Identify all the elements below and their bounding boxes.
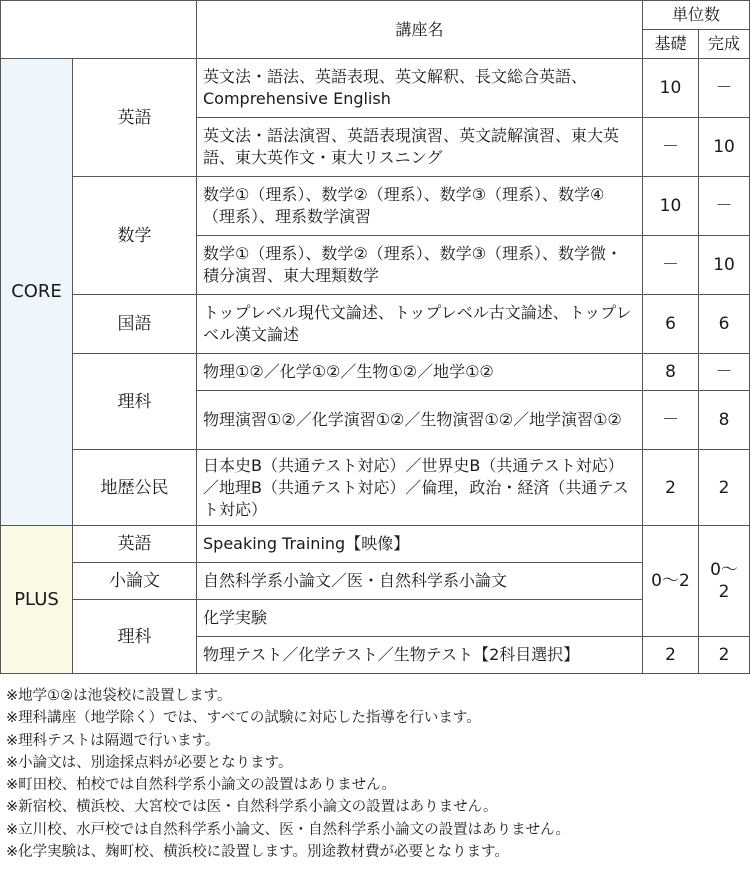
basic-units-cell: 10	[643, 59, 699, 118]
subject-label: 理科	[73, 354, 197, 450]
header-completion: 完成	[699, 30, 750, 59]
subject-label: 数学	[73, 177, 197, 295]
table-row	[1, 295, 750, 354]
note-text: ※理科講座（地学除く）では、すべての試験に対応した指導を行います。	[6, 710, 481, 727]
course-cell: 英文法・語法、英語表現、英文解釈、長文総合英語、Comprehensive English	[197, 59, 643, 118]
note-text: ※新宿校、横浜校、大宮校では医・自然科学系小論文の設置はありません。	[6, 799, 498, 816]
basic-units-cell: 2	[643, 450, 699, 526]
course-cell: 物理①②／化学①②／生物①②／地学①②	[197, 354, 643, 391]
header-row	[1, 1, 750, 30]
table-row	[1, 59, 750, 118]
completion-units-cell: 0〜2	[699, 526, 750, 637]
plus-category-label: PLUS	[1, 526, 73, 674]
core-category-label: CORE	[1, 59, 73, 526]
table-row	[1, 450, 750, 526]
course-cell: 英文法・語法演習、英語表現演習、英文読解演習、東大英語、東大英作文・東大リスニング	[197, 118, 643, 177]
subject-label: 地歴公民	[73, 450, 197, 526]
subject-label: 小論文	[73, 563, 197, 600]
basic-units-cell: 10	[643, 177, 699, 236]
notes-list	[6, 685, 746, 863]
header-units: 単位数	[643, 1, 750, 30]
completion-units-cell: －	[699, 354, 750, 391]
basic-units-cell: －	[643, 118, 699, 177]
course-cell: 物理テスト／化学テスト／生物テスト【2科目選択】	[197, 637, 643, 674]
basic-units-cell: 0〜2	[643, 526, 699, 637]
completion-units-cell: 10	[699, 118, 750, 177]
header-basic: 基礎	[643, 30, 699, 59]
subject-label: 理科	[73, 600, 197, 674]
note-text: ※化学実験は、麹町校、横浜校に設置します。別途教材費が必要となります。	[6, 844, 509, 861]
subject-label: 英語	[73, 59, 197, 177]
note-text: ※地学①②は池袋校に設置します。	[6, 688, 232, 704]
completion-units-cell: 8	[699, 391, 750, 450]
header-course-name: 講座名	[197, 1, 643, 59]
header-blank-cell	[1, 1, 197, 59]
basic-units-cell: －	[643, 236, 699, 295]
course-cell: 物理演習①②／化学演習①②／生物演習①②／地学演習①②	[197, 391, 643, 450]
note-text: ※小論文は、別途採点料が必要となります。	[6, 754, 293, 771]
basic-units-cell: 2	[643, 637, 699, 674]
course-cell: トップレベル現代文論述、トップレベル古文論述、トップレベル漢文論述	[197, 295, 643, 354]
course-cell: Speaking Training【映像】	[197, 526, 643, 563]
course-cell: 数学①（理系）、数学②（理系）、数学③（理系）、数学④（理系）、理系数学演習	[197, 177, 643, 236]
note-text: ※立川校、水戸校では自然科学系小論文、医・自然科学系小論文の設置はありません。	[6, 821, 571, 838]
course-cell: 日本史B（共通テスト対応）／世界史B（共通テスト対応）／地理B（共通テスト対応）／倫理，政治・経済（共通テスト対応）	[197, 450, 643, 526]
basic-units-cell: －	[643, 391, 699, 450]
subject-label: 国語	[73, 295, 197, 354]
completion-units-cell: 6	[699, 295, 750, 354]
note-text: ※町田校、柏校では自然科学系小論文の設置はありません。	[6, 777, 397, 794]
table-row	[1, 563, 750, 600]
note-text: ※理科テストは隔週で行います。	[6, 732, 220, 749]
table-row	[1, 526, 750, 563]
table-row	[1, 600, 750, 637]
completion-units-cell: －	[699, 59, 750, 118]
table-row	[1, 177, 750, 236]
completion-units-cell: 10	[699, 236, 750, 295]
completion-units-cell: 2	[699, 450, 750, 526]
basic-units-cell: 6	[643, 295, 699, 354]
completion-units-cell: 2	[699, 637, 750, 674]
subject-label: 英語	[73, 526, 197, 563]
completion-units-cell: －	[699, 177, 750, 236]
course-cell: 化学実験	[197, 600, 643, 637]
course-cell: 自然科学系小論文／医・自然科学系小論文	[197, 563, 643, 600]
table-row	[1, 354, 750, 391]
basic-units-cell: 8	[643, 354, 699, 391]
course-cell: 数学①（理系）、数学②（理系）、数学③（理系）、数学微・積分演習、東大理類数学	[197, 236, 643, 295]
